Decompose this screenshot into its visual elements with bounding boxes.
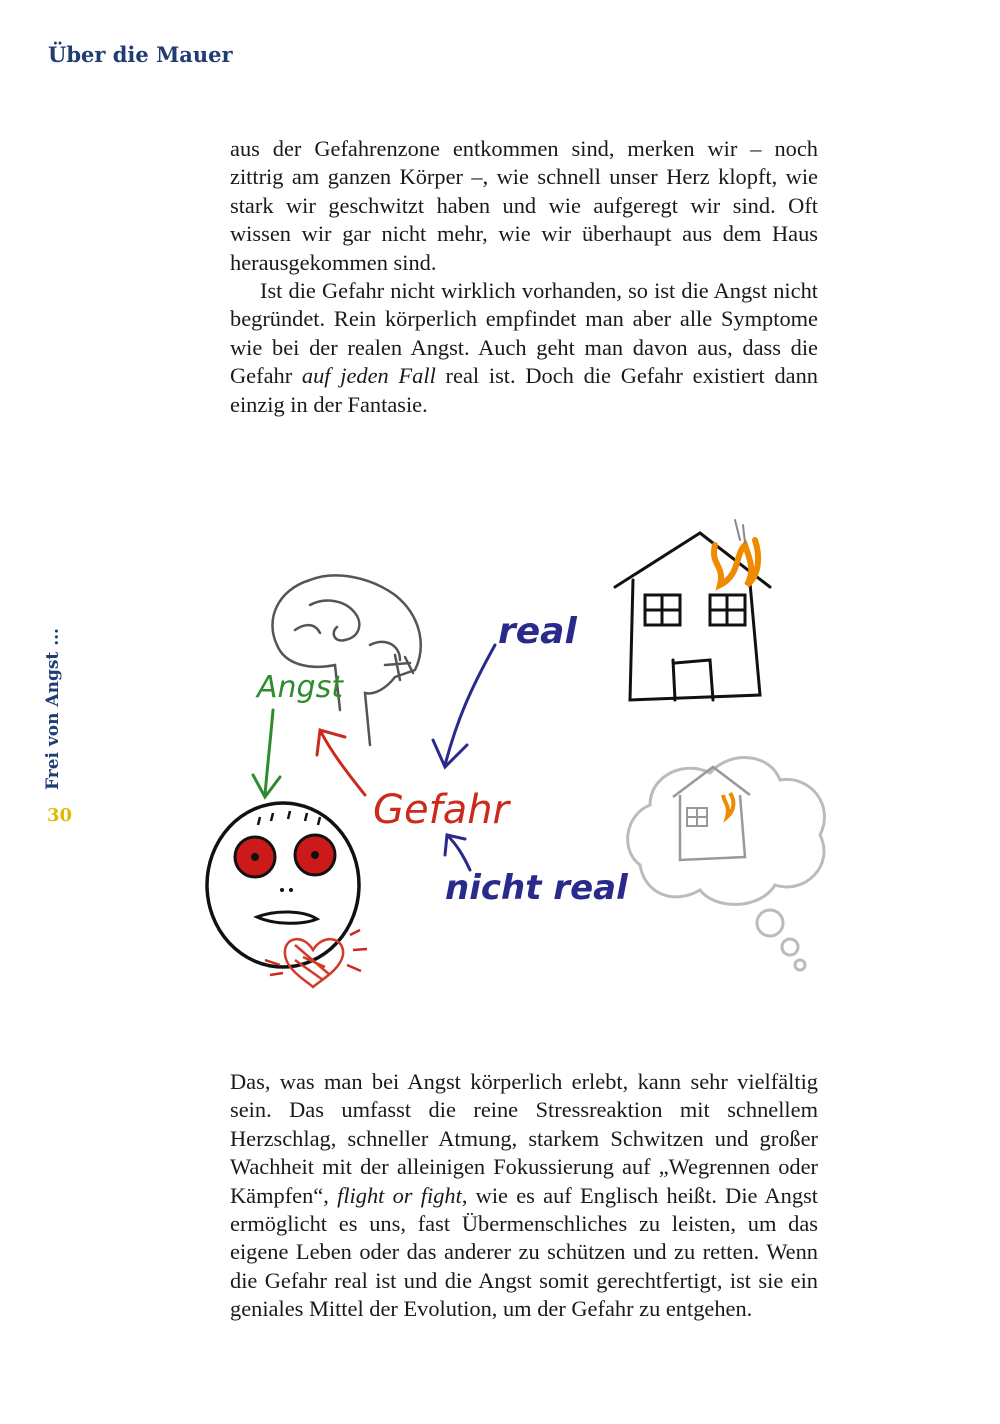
real-arrow (433, 645, 495, 767)
nicht-real-arrow (445, 835, 470, 870)
gefahr-label: Gefahr (373, 787, 509, 833)
emphasis: auf jeden Fall (301, 363, 436, 389)
text-run: , wie es auf Englisch heißt. Die Angst ermöglicht es uns, fast Übermenschliches zu leisten, um das eigene Leben oder das anderer zu schützen und zu retten. Wenn die Gefahr real ist und die Angst somit gerechtfertigt, ist sie ein geniales Mittel der Evolution, um der Gefahr zu entgehen. (230, 1182, 818, 1322)
paragraph (230, 277, 818, 419)
running-head: Über die Mauer (48, 42, 233, 67)
angst-arrow (253, 710, 280, 797)
text-run: Das, was man bei Angst körperlich erlebt, kann sehr vielfältig sein. Das umfasst die reine Stressreaktion mit schnellem Herzschlag, schneller Atmung, starkem Schwitzen und großer Wachheit mit der alleinigen Fokussierung auf „Wegrennen oder Kämpfen“, (230, 1069, 818, 1208)
thought-cloud-drawing (628, 758, 825, 970)
text-run: Ist die Gefahr nicht wirklich vorhanden, so ist die Angst nicht begründet. Rein körperlich empfindet man aber alle Symptome wie bei der realen Angst. Auch geht man davon aus, dass die Gefahr (230, 278, 818, 389)
nicht-real-label: nicht real (445, 868, 628, 908)
body-text-top (230, 135, 818, 419)
page-number: 30 (47, 805, 73, 826)
illustration-drawing (195, 505, 845, 995)
paragraph: aus der Gefahrenzone entkommen sind, merken wir – noch zittrig am ganzen Körper –, wie schnell unser Herz klopft, wie stark wir geschwitzt haben und wie aufgeregt wir sind. Oft wissen wir gar nicht mehr, wie wir überhaupt aus dem Haus herausgekommen sind. (230, 136, 818, 275)
emphasis: flight or fight (337, 1182, 462, 1208)
side-chapter-label: Frei von Angst ... (43, 628, 63, 790)
face-drawing (207, 803, 359, 967)
paragraph (230, 1068, 818, 1324)
real-label: real (498, 611, 577, 652)
body-text-bottom (230, 1068, 818, 1324)
text-run: real ist. Doch die Gefahr existiert dann einzig in der Fantasie. (230, 363, 818, 417)
gefahr-arrow (317, 730, 365, 795)
burning-house-drawing (615, 520, 770, 700)
illustration (195, 505, 845, 995)
brain-drawing (272, 575, 420, 745)
angst-label: Angst (257, 670, 343, 705)
